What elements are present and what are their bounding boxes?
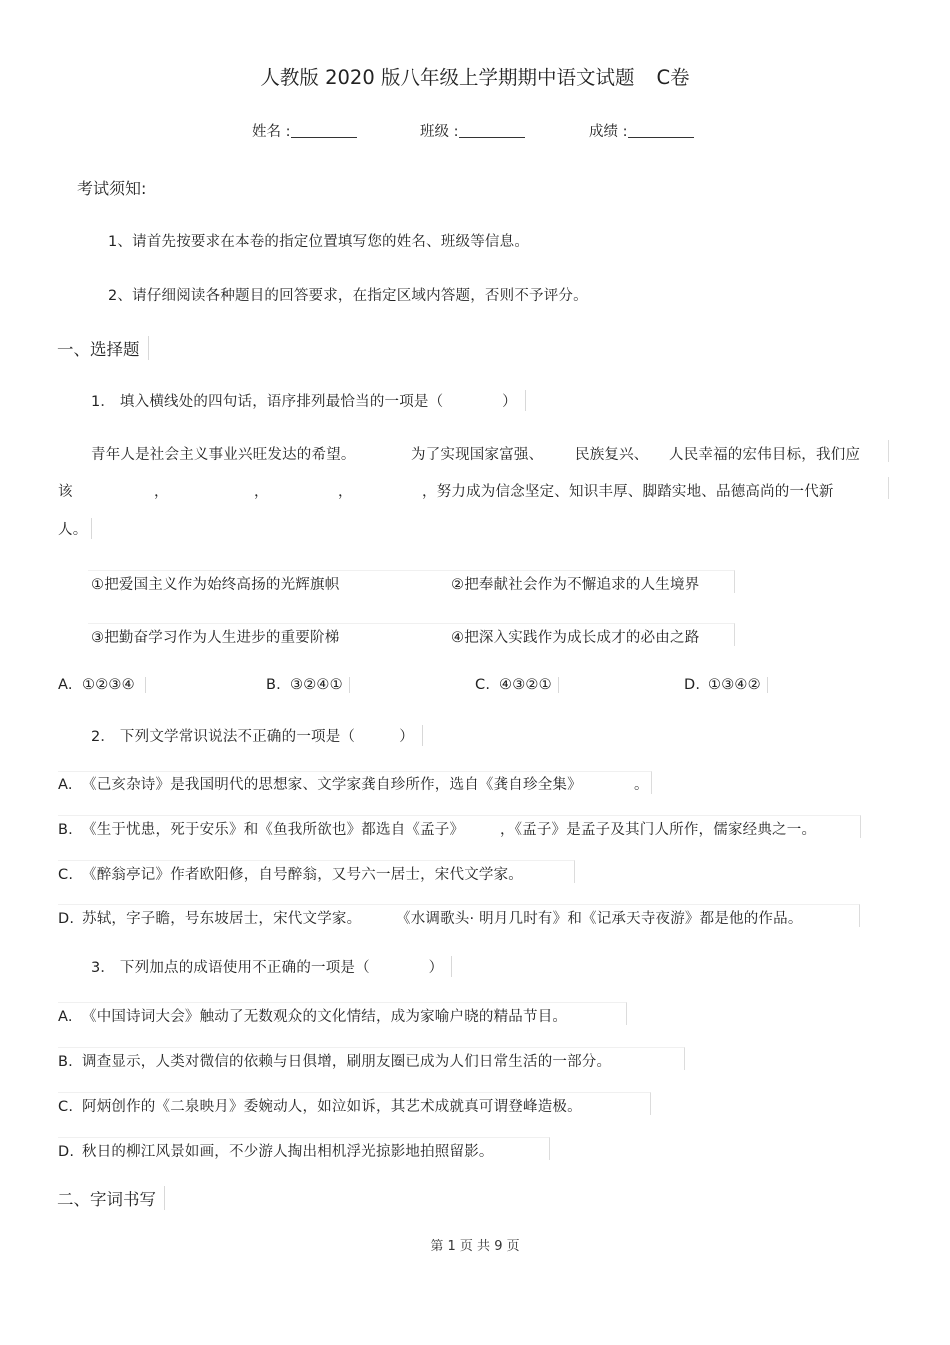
option-letter: C. bbox=[475, 677, 491, 693]
q1-option-c[interactable] bbox=[475, 677, 559, 693]
score-field[interactable] bbox=[589, 120, 694, 141]
q2-option-b[interactable] bbox=[58, 818, 464, 839]
q1-option-d[interactable] bbox=[684, 677, 768, 693]
title-version: C卷 bbox=[656, 66, 690, 89]
option-letter: A. bbox=[58, 777, 73, 793]
page-title bbox=[0, 62, 950, 90]
option-text: 苏轼，字子瞻，号东坡居士，宋代文学家。 bbox=[82, 911, 362, 927]
notice-item-2: 2、请仔细阅读各种题目的回答要求，在指定区域内答题，否则不予评分。 bbox=[108, 288, 588, 304]
q1-passage-2a: 该 bbox=[58, 484, 73, 500]
option-letter: D. bbox=[58, 911, 75, 927]
q2-option-c[interactable] bbox=[58, 863, 523, 884]
class-field[interactable] bbox=[420, 120, 525, 141]
q1-option-a[interactable] bbox=[58, 677, 146, 693]
name-label: 姓名 : bbox=[252, 124, 291, 140]
q3-option-a[interactable] bbox=[58, 1005, 567, 1026]
q1-passage-1a: 青年人是社会主义事业兴旺发达的希望。 bbox=[91, 447, 356, 463]
score-blank[interactable] bbox=[628, 123, 694, 138]
q2-option-d[interactable] bbox=[58, 907, 361, 928]
section-2-heading: 二、字词书写 bbox=[57, 1186, 165, 1210]
option-letter: A. bbox=[58, 677, 73, 693]
option-letter: C. bbox=[58, 1099, 74, 1115]
q1-passage-1c: 民族复兴、 bbox=[575, 447, 649, 463]
q1-passage-comma-1: ， bbox=[154, 484, 169, 500]
option-text: 调查显示，人类对微信的依赖与日俱增，刷朋友圈已成为人们日常生活的一部分。 bbox=[82, 1054, 612, 1070]
option-text: ④③②① bbox=[499, 677, 552, 693]
option-letter: D. bbox=[58, 1144, 75, 1160]
class-label: 班级 : bbox=[420, 124, 459, 140]
option-letter: B. bbox=[58, 822, 73, 838]
title-main: 人教版 2020 版八年级上学期期中语文试题 bbox=[260, 66, 635, 89]
option-text: 阿炳创作的《二泉映月》委婉动人，如泣如诉，其艺术成就真可谓登峰造极。 bbox=[82, 1099, 582, 1115]
q3-option-c[interactable] bbox=[58, 1095, 582, 1116]
notice-heading: 考试须知: bbox=[77, 179, 147, 198]
name-field[interactable] bbox=[252, 120, 357, 141]
option-letter: B. bbox=[266, 677, 281, 693]
option-text: 《己亥杂诗》是我国明代的思想家、文学家龚自珍所作，选自《龚自珍全集》 bbox=[82, 777, 582, 793]
option-text: ③②④① bbox=[290, 677, 343, 693]
option-text: 《中国诗词大会》触动了无数观众的文化情结，成为家喻户晓的精品节目。 bbox=[82, 1009, 568, 1025]
q1-sentence-4: ④把深入实践作为成长成才的必由之路 bbox=[451, 630, 700, 646]
score-label: 成绩 : bbox=[589, 124, 628, 140]
q1-passage-2b: ，努力成为信念坚定、知识丰厚、脚踏实地、品德高尚的一代新 bbox=[422, 484, 834, 500]
q1-passage-1d: 人民幸福的宏伟目标，我们应 bbox=[669, 447, 861, 463]
q1-passage-comma-3: ， bbox=[338, 484, 353, 500]
option-letter: D. bbox=[684, 677, 701, 693]
option-text: ①③④② bbox=[708, 677, 761, 693]
section-1-heading: 一、选择题 bbox=[57, 336, 149, 360]
class-blank[interactable] bbox=[459, 123, 525, 138]
option-letter: C. bbox=[58, 867, 74, 883]
option-text: 秋日的柳江风景如画，不少游人掏出相机浮光掠影地拍照留影。 bbox=[82, 1144, 494, 1160]
q1-passage-3: 人。 bbox=[58, 518, 92, 539]
page-number: 第 1 页 共 9 页 bbox=[430, 1239, 520, 1254]
option-text: 《醉翁亭记》作者欧阳修，自号醉翁，又号六一居士，宋代文学家。 bbox=[82, 867, 523, 883]
q3-option-d[interactable] bbox=[58, 1140, 494, 1161]
q2-option-a-end: 。 bbox=[634, 777, 649, 793]
q2-stem: 2． 下列文学常识说法不正确的一项是（ ） bbox=[91, 725, 423, 746]
q1-sentence-2: ②把奉献社会作为不懈追求的人生境界 bbox=[451, 577, 700, 593]
q3-stem: 3． 下列加点的成语使用不正确的一项是（ ） bbox=[91, 956, 452, 977]
q2-option-a[interactable] bbox=[58, 773, 582, 794]
option-letter: A. bbox=[58, 1009, 73, 1025]
q1-stem: 1． 填入横线处的四句话，语序排列最恰当的一项是（ ） bbox=[91, 390, 526, 411]
q1-option-b[interactable] bbox=[266, 677, 350, 693]
q3-option-b[interactable] bbox=[58, 1050, 611, 1071]
line-marker bbox=[888, 477, 889, 499]
option-letter: B. bbox=[58, 1054, 73, 1070]
option-text: ①②③④ bbox=[82, 677, 135, 693]
q2-option-d-continued: 《水调歌头· 明月几时有》和《记承天寺夜游》都是他的作品。 bbox=[396, 911, 803, 927]
q1-sentence-1: ①把爱国主义作为始终高扬的光辉旗帜 bbox=[91, 577, 340, 593]
option-text: 《生于忧患，死于安乐》和《鱼我所欲也》都选自《孟子》 bbox=[82, 822, 465, 838]
notice-item-1: 1、请首先按要求在本卷的指定位置填写您的姓名、班级等信息。 bbox=[108, 234, 530, 250]
line-marker bbox=[888, 440, 889, 462]
q1-sentence-3: ③把勤奋学习作为人生进步的重要阶梯 bbox=[91, 630, 340, 646]
name-blank[interactable] bbox=[291, 123, 357, 138]
q1-passage-comma-2: ， bbox=[254, 484, 269, 500]
q1-passage-1b: 为了实现国家富强、 bbox=[411, 447, 544, 463]
q2-option-b-continued: ，《孟子》是孟子及其门人所作，儒家经典之一。 bbox=[500, 822, 817, 838]
